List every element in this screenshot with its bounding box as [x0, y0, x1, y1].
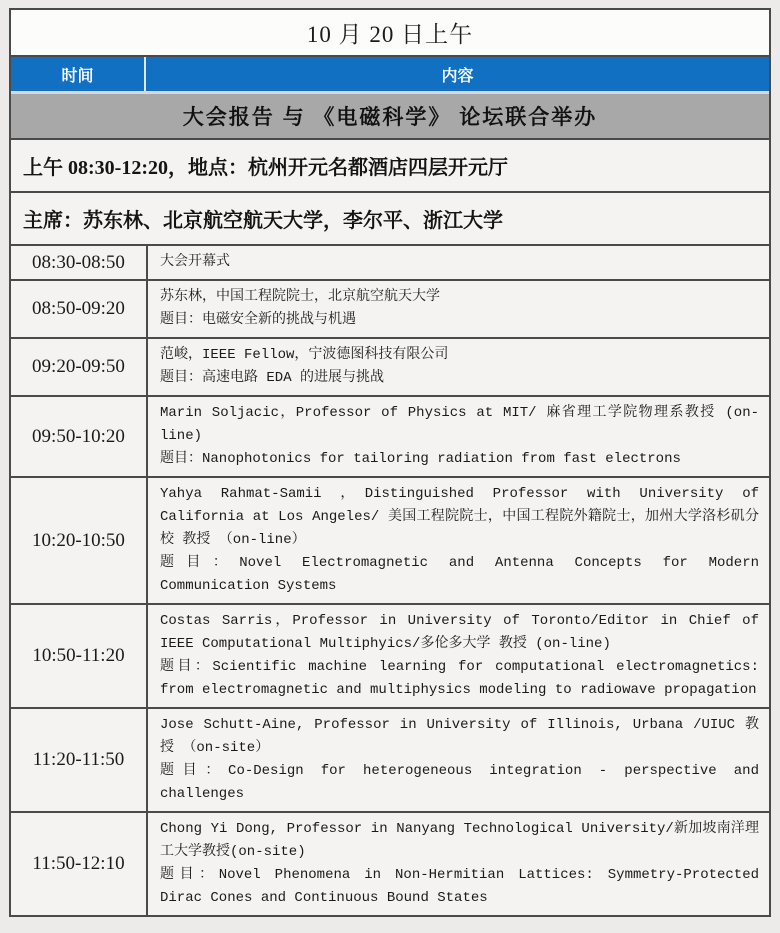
content-line: Marin Soljacic，Professor of Physics at MIT/ 麻省理工学院物理系教授 (on-line)	[160, 405, 759, 444]
schedule-row	[11, 337, 769, 395]
column-header-content: 内容	[441, 67, 474, 85]
session-time-location-row	[11, 138, 769, 191]
time-cell: 08:50-09:20	[32, 298, 125, 319]
content-cell	[146, 397, 769, 476]
content-line: 范峻，IEEE Fellow，宁波德图科技有限公司	[160, 347, 449, 363]
time-cell: 11:20-11:50	[32, 749, 125, 770]
date-title: 10 月 20 日上午	[306, 22, 474, 47]
content-line: Chong Yi Dong, Professor in Nanyang Technological University/新加坡南洋理工大学教授(on-site)	[160, 821, 759, 860]
schedule-row	[11, 476, 769, 603]
schedule-row	[11, 395, 769, 476]
content-cell	[146, 605, 769, 707]
content-cell	[146, 709, 769, 811]
schedule-row	[11, 811, 769, 915]
schedule-body	[11, 244, 769, 915]
content-line: 题目：Co-Design for heterogeneous integration - perspective and challenges	[160, 763, 759, 802]
content-line: Jose Schutt-Aine, Professor in University of Illinois, Urbana /UIUC 教授 （on-site）	[160, 717, 759, 756]
content-cell	[146, 478, 769, 603]
schedule-row	[11, 603, 769, 707]
session-chairs: 主席：苏东林、北京航空航天大学，李尔平、浙江大学	[23, 210, 503, 232]
session-banner-row	[11, 91, 769, 138]
session-banner: 大会报告 与 《电磁科学》 论坛联合举办	[182, 106, 598, 129]
time-cell: 08:30-08:50	[32, 251, 125, 273]
program-table	[9, 8, 771, 917]
session-time-location: 上午 08:30-12:20，地点：杭州开元名都酒店四层开元厅	[23, 157, 508, 179]
column-header-time: 时间	[11, 57, 146, 91]
content-line: 题目：高速电路 EDA 的进展与挑战	[160, 370, 385, 386]
content-line: 题目：Novel Phenomena in Non-Hermitian Lattices: Symmetry-Protected Dirac Cones and Continuous Bound States	[160, 867, 759, 906]
content-cell	[146, 281, 769, 337]
content-cell	[146, 339, 769, 395]
content-cell	[146, 813, 769, 915]
column-header-row	[11, 55, 769, 91]
time-cell: 09:50-10:20	[32, 425, 125, 447]
content-line: 题目：Nanophotonics for tailoring radiation from fast electrons	[160, 451, 681, 467]
schedule-row	[11, 244, 769, 279]
content-line: 大会开幕式	[160, 254, 230, 270]
title-row	[11, 10, 769, 55]
content-cell	[146, 246, 769, 279]
schedule-row	[11, 707, 769, 811]
content-line: 苏东林，中国工程院院士，北京航空航天大学	[160, 289, 440, 305]
content-line: Costas Sarris，Professor in University of Toronto/Editor in Chief of IEEE Computational Multiphyics/多伦多大学 教授 (on-line)	[160, 613, 759, 652]
content-line: Yahya Rahmat-Samii ，Distinguished Professor with University of California at Los Angeles/ 美国工程院院士，中国工程院外籍院士，加州大学洛杉矶分校 教授 （on-line）	[160, 486, 759, 548]
content-line: 题目：Scientific machine learning for computational electromagnetics: from electromagnetic and multiphysics modeling to radiowave propagation	[160, 659, 759, 698]
time-cell: 09:20-09:50	[32, 356, 125, 377]
content-line: 题目：Novel Electromagnetic and Antenna Concepts for Modern Communication Systems	[160, 555, 759, 594]
schedule-row	[11, 279, 769, 337]
time-cell: 10:20-10:50	[32, 529, 125, 551]
time-cell: 10:50-11:20	[32, 645, 125, 666]
time-cell: 11:50-12:10	[32, 853, 125, 874]
session-chairs-row	[11, 191, 769, 244]
content-line: 题目：电磁安全新的挑战与机遇	[160, 312, 356, 328]
